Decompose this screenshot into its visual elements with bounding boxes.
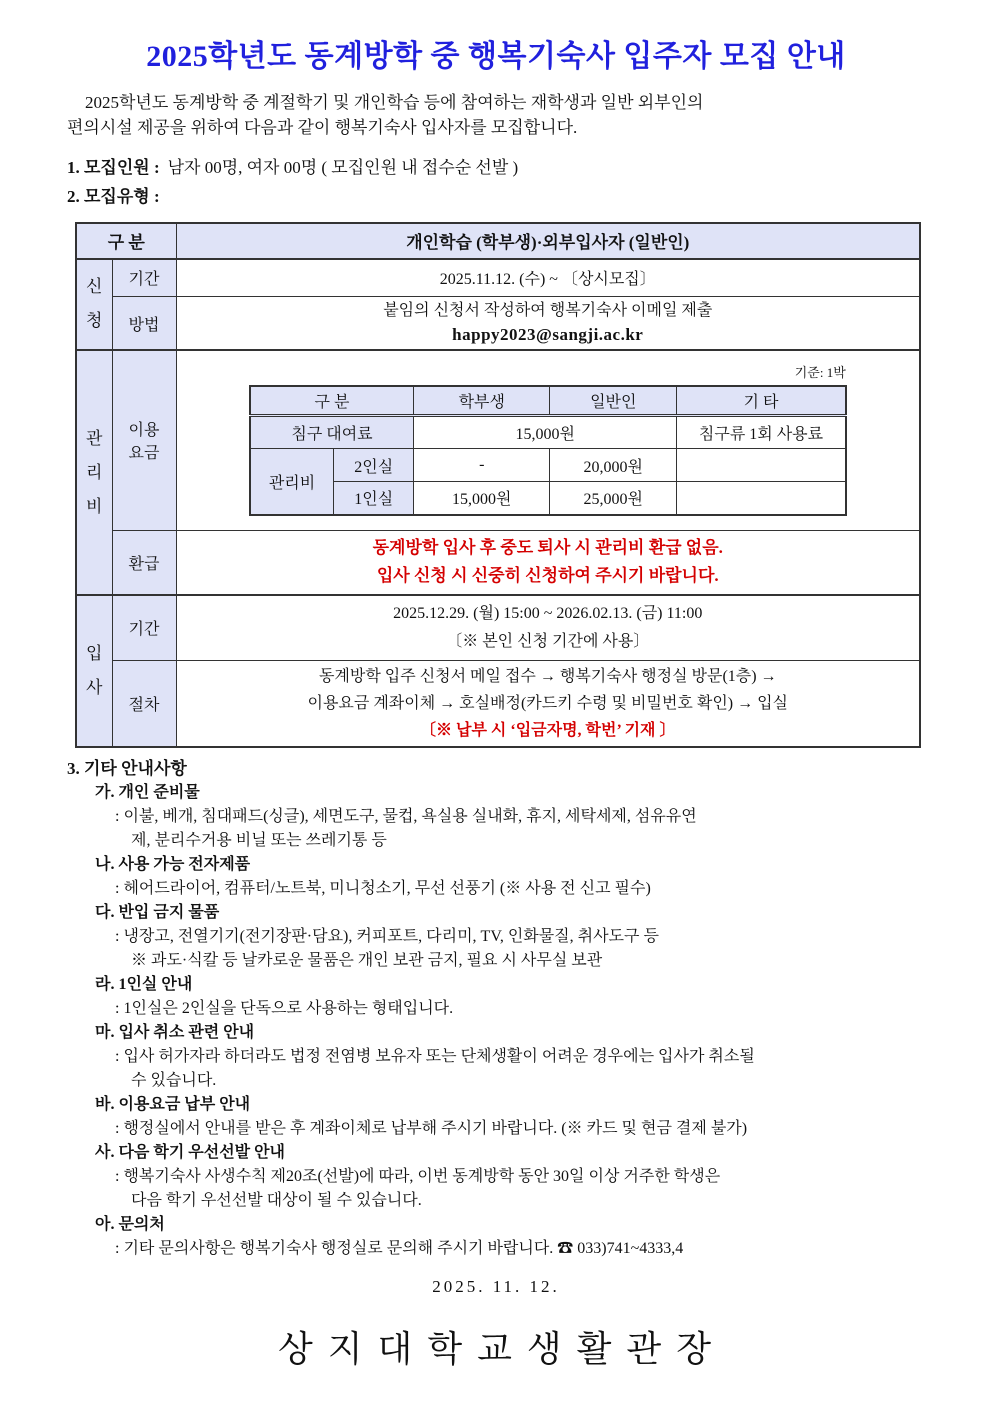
apply-period-label: 기간	[112, 259, 176, 297]
recruit-count-value: 남자 00명, 여자 00명 ( 모집인원 내 접수순 선발 )	[167, 157, 519, 177]
apply-method-line: 붙임의 신청서 작성하여 행복기숙사 이메일 제출	[383, 302, 713, 319]
note-item-line: : 입사 허가자라 하더라도 법정 전염병 보유자 또는 단체생활이 어려운 경우에는 입사가 취소될	[115, 1047, 755, 1065]
fee-header-student: 학부생	[414, 386, 550, 416]
movein-period-label: 기간	[112, 595, 176, 660]
room2-etc	[677, 449, 846, 482]
header-category-cell: 구 분	[76, 223, 176, 259]
numbered-items	[67, 153, 925, 211]
note-item-label: 나. 사용 가능 전자제품	[95, 855, 251, 873]
note-item-label: 바. 이용요금 납부 안내	[95, 1095, 251, 1113]
note-item-line: : 이불, 베개, 침대패드(싱글), 세면도구, 물컵, 욕실용 실내화, 휴지, 세탁세제, 섬유유연	[115, 807, 697, 825]
note-item-personal-supplies	[67, 781, 925, 853]
note-item-contact	[67, 1213, 925, 1261]
note-item-single-room	[67, 973, 925, 1021]
fee-basis-note: 기준: 1박	[794, 365, 846, 380]
note-item-label: 사. 다음 학기 우선선발 안내	[95, 1143, 286, 1161]
refund-line: 동계방학 입사 후 중도 퇴사 시 관리비 환급 없음.	[372, 538, 723, 558]
document-title: 2025학년도 동계방학 중 행복기숙사 입주자 모집 안내	[146, 40, 846, 73]
apply-group-label: 신청	[76, 259, 112, 351]
note-item-cancellation	[67, 1021, 925, 1093]
fee-header-etc: 기 타	[677, 386, 846, 416]
room1-label: 1인실	[334, 482, 414, 515]
bedding-label: 침구 대여료	[250, 416, 414, 449]
movein-period-line: 〔※ 본인 신청 기간에 사용〕	[446, 632, 650, 650]
note-item-line: : 기타 문의사항은 행복기숙사 행정실로 문의해 주시기 바랍니다. ☎ 033)741~4333,4	[115, 1239, 684, 1257]
movein-period-row	[76, 595, 920, 660]
apply-period-value: 2025.11.12. (수) ~ 〔상시모집〕	[176, 259, 920, 297]
table-header-row	[76, 223, 920, 259]
fee-header-category: 구 분	[250, 386, 414, 416]
recruit-count-item	[67, 153, 925, 182]
signature-title: 상 지 대 학 교 생 활 관 장	[278, 1328, 714, 1369]
room1-etc	[677, 482, 846, 515]
note-item-line: : 행정실에서 안내를 받은 후 계좌이체로 납부해 주시기 바랍니다. (※ 카드 및 현금 결제 불가)	[115, 1119, 748, 1137]
usage-fee-label-line: 요금	[128, 445, 160, 463]
fee-header-row	[250, 386, 846, 416]
room2-label: 2인실	[334, 449, 414, 482]
bedding-etc: 침구류 1회 사용료	[677, 416, 846, 449]
document-date: 2025. 11. 12.	[432, 1276, 560, 1296]
note-item-line: : 냉장고, 전열기기(전기장판·담요), 커피포트, 다리미, TV, 인화물질, 취사도구 등	[115, 927, 659, 945]
movein-process-note: 〔※ 납부 시 ‘입금자명, 학번’ 기재 〕	[420, 721, 676, 739]
note-item-line: 다음 학기 우선선발 대상이 될 수 있습니다.	[131, 1191, 422, 1209]
fee-header-general: 일반인	[550, 386, 677, 416]
bedding-fee: 15,000원	[414, 416, 677, 449]
movein-process-line: 이용요금 계좌이체 → 호실배정(카드키 수령 및 비밀번호 확인) → 입실	[307, 694, 789, 712]
apply-method-email: happy2023@sangji.ac.kr	[452, 325, 644, 344]
refund-line: 입사 신청 시 신중히 신청하여 주시기 바랍니다.	[376, 566, 719, 586]
mgmt-fee-label: 관리비	[250, 449, 334, 515]
note-item-line: : 헤어드라이어, 컴퓨터/노트북, 미니청소기, 무선 선풍기 (※ 사용 전 신고 필수)	[115, 879, 651, 897]
note-item-line: : 1인실은 2인실을 단독으로 사용하는 형태입니다.	[115, 999, 454, 1017]
movein-process-content	[176, 660, 920, 747]
movein-period-line: 2025.12.29. (월) 15:00 ~ 2026.02.13. (금) 11:00	[393, 604, 703, 622]
movein-group-label: 입사	[76, 595, 112, 747]
other-notes-heading: 3. 기타 안내사항	[67, 758, 187, 778]
note-item-allowed-electronics	[67, 853, 925, 901]
refund-content	[176, 530, 920, 595]
movein-process-row	[76, 660, 920, 747]
movein-period-content	[176, 595, 920, 660]
note-item-line: : 행복기숙사 사생수칙 제20조(선발)에 따라, 이번 동계방학 동안 30일 이상 거주한 학생은	[115, 1167, 721, 1185]
movein-process-label: 절차	[112, 660, 176, 747]
apply-method-row	[76, 297, 920, 351]
refund-label: 환급	[112, 530, 176, 595]
note-item-label: 다. 반입 금지 물품	[95, 903, 220, 921]
mgmt-group-label: 관리비	[76, 350, 112, 595]
note-item-line: ※ 과도·식칼 등 날카로운 물품은 개인 보관 금지, 필요 시 사무실 보관	[131, 951, 603, 969]
mgmt-fee-room1-row	[250, 482, 846, 515]
room2-student-fee: -	[414, 449, 550, 482]
intro-line: 편의시설 제공을 위하여 다음과 같이 행복기숙사 입사자를 모집합니다.	[67, 117, 578, 137]
usage-fee-row	[76, 350, 920, 530]
room1-general-fee: 25,000원	[550, 482, 677, 515]
recruit-count-label: 1. 모집인원 :	[67, 157, 160, 177]
recruit-type-item	[67, 182, 925, 211]
note-item-label: 라. 1인실 안내	[95, 975, 193, 993]
note-item-label: 아. 문의처	[95, 1215, 165, 1233]
mgmt-fee-room2-row	[250, 449, 846, 482]
recruit-type-table	[75, 222, 921, 748]
header-target-cell: 개인학습 (학부생)·외부입사자 (일반인)	[176, 223, 920, 259]
fee-detail-table	[249, 385, 847, 516]
note-item-label: 가. 개인 준비물	[95, 783, 200, 801]
usage-fee-label	[112, 350, 176, 530]
room1-student-fee: 15,000원	[414, 482, 550, 515]
note-item-prohibited-items	[67, 901, 925, 973]
apply-period-row	[76, 259, 920, 297]
note-item-label: 마. 입사 취소 관련 안내	[95, 1023, 255, 1041]
bedding-fee-row	[250, 416, 846, 449]
apply-method-label: 방법	[112, 297, 176, 351]
room2-general-fee: 20,000원	[550, 449, 677, 482]
note-item-line: 제, 분리수거용 비닐 또는 쓰레기통 등	[131, 831, 387, 849]
note-item-line: 수 있습니다.	[131, 1071, 217, 1089]
note-item-payment	[67, 1093, 925, 1141]
apply-method-value	[176, 297, 920, 351]
intro-line: 2025학년도 동계방학 중 계절학기 및 개인학습 등에 참여하는 재학생과 일반 외부인의	[85, 92, 704, 112]
note-item-priority-selection	[67, 1141, 925, 1213]
other-notes-section	[67, 757, 925, 1261]
usage-fee-label-line: 이용	[128, 422, 160, 440]
intro-paragraph	[67, 90, 925, 140]
recruit-type-label: 2. 모집유형 :	[67, 186, 160, 206]
usage-fee-content	[176, 350, 920, 530]
movein-process-line: 동계방학 입주 신청서 메일 접수 → 행복기숙사 행정실 방문(1층) →	[318, 667, 777, 685]
refund-row	[76, 530, 920, 595]
